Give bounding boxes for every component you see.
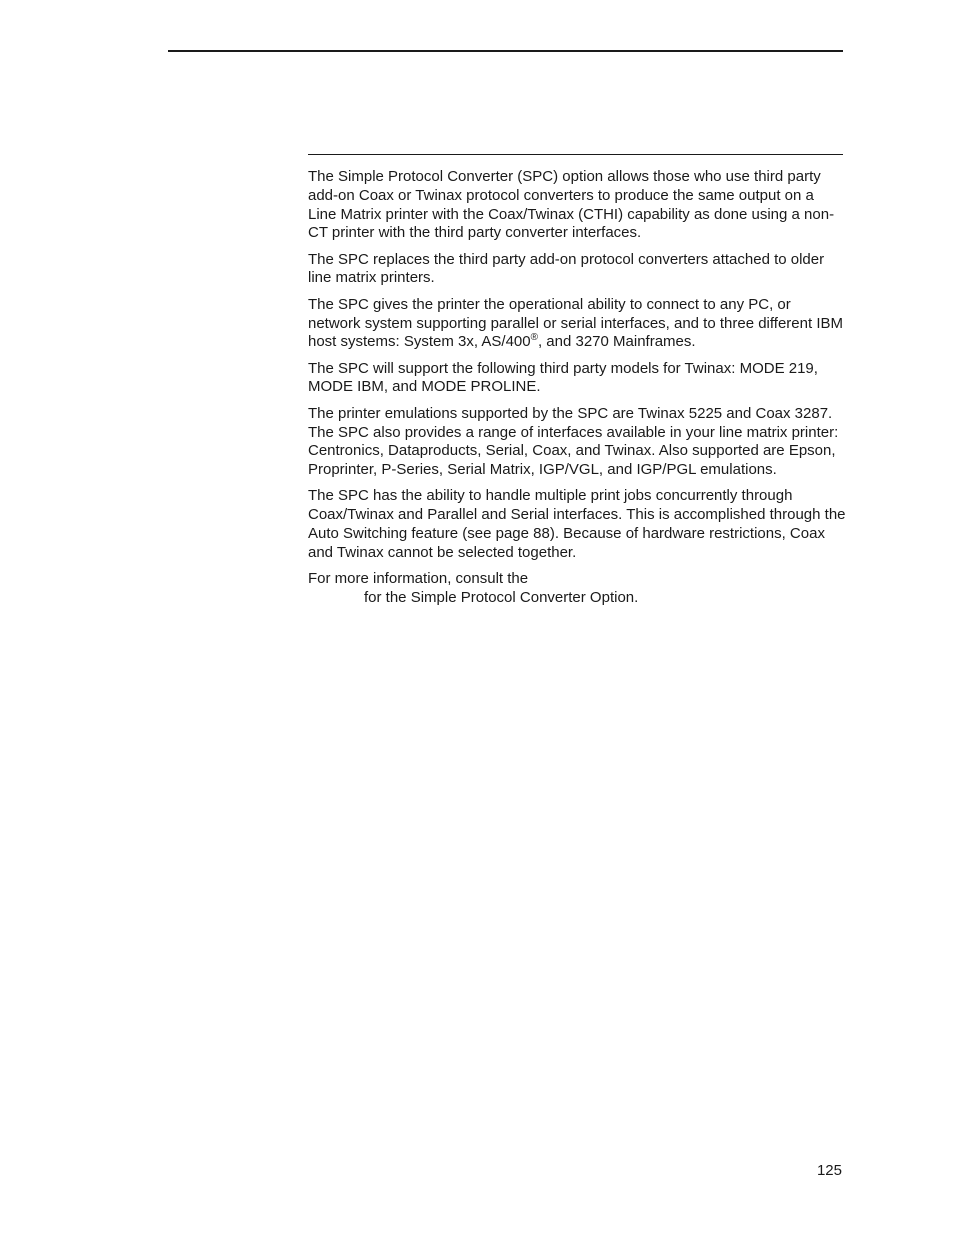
more-information-line-2: for the Simple Protocol Converter Option. (364, 588, 639, 606)
paragraph-twinax-models: The SPC will support the following third party models for Twinax: MODE 219, MODE IBM, and MODE PROLINE. (308, 359, 818, 396)
paragraph-emulations: The printer emulations supported by the SPC are Twinax 5225 and Coax 3287. The SPC also provides a range of interfaces available in your line matrix printer: Centronics, Dataproducts, Serial, Coax, and Twinax. Also supported are Epson, Proprinter, P-Series, Serial Matrix, IGP/VGL, and IGP/PGL emulations. (308, 404, 839, 479)
paragraph-spc-connectivity-end: , and 3270 Mainframes. (537, 333, 696, 351)
paragraph-more-information (308, 570, 846, 608)
paragraph-multiple-jobs: The SPC has the ability to handle multiple print jobs concurrently through Coax/Twinax and Parallel and Serial interfaces. This is accomplished through the Auto Switching feature (see page 88). Because of hardware restrictions, Coax and Twinax cannot be selected together. (308, 487, 846, 561)
header-rule (168, 50, 843, 52)
paragraph-spc-connectivity (308, 296, 846, 352)
paragraph-spc-overview: The Simple Protocol Converter (SPC) option allows those who use third party add-on Coax or Twinax protocol converters to produce the same output on a Line Matrix printer with the Coax/Twinax (CTHI) capability as done using a non-CT printer with the third party converter interfaces. (308, 168, 835, 242)
registered-mark: ® (530, 332, 538, 344)
more-information-line-1: For more information, consult the (308, 570, 529, 588)
page-number: 125 (816, 1162, 842, 1179)
section-rule (308, 154, 843, 155)
paragraph-spc-connectivity-start: The SPC gives the printer the operational ability to connect to any PC, or network system supporting parallel or serial interfaces, and to three different IBM host systems: System 3x, AS/400 (308, 295, 843, 351)
body-text (308, 168, 846, 615)
paragraph-spc-replaces: The SPC replaces the third party add-on protocol converters attached to older line matrix printers. (308, 250, 825, 287)
